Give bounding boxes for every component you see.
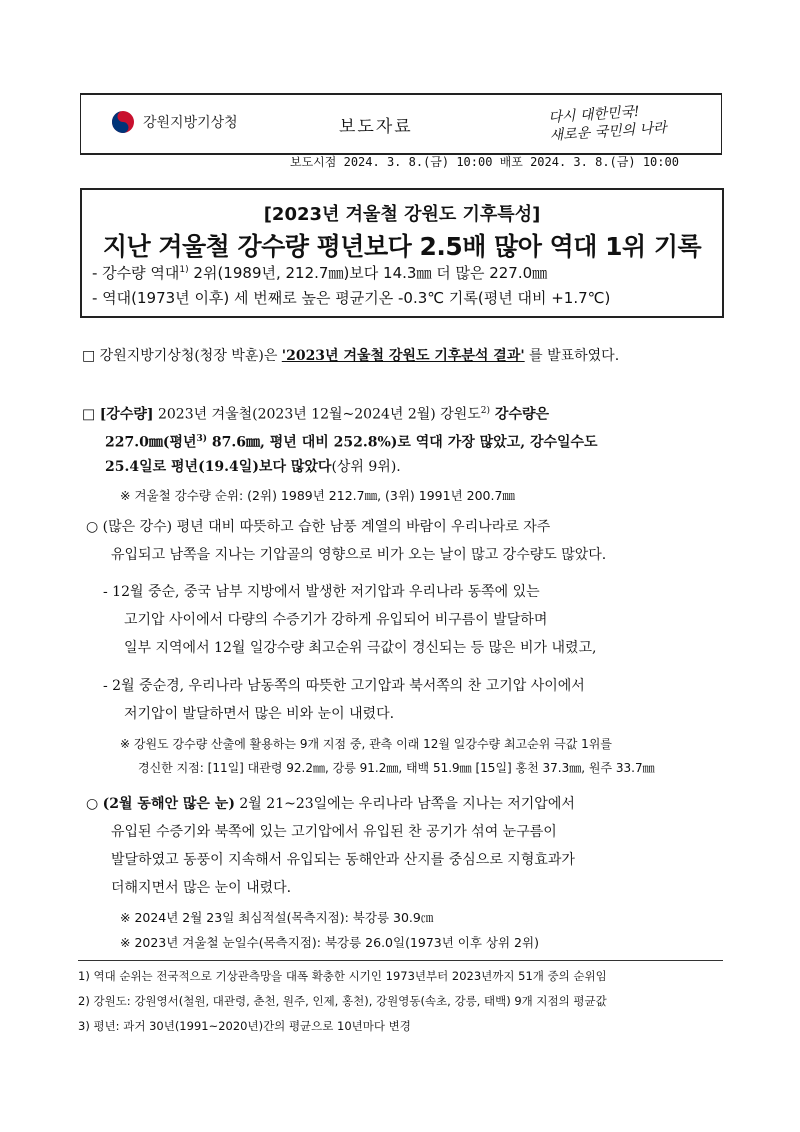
key-point-1-b: 2위(1989년, 212.7㎜)보다 14.3㎜ 더 많은 227.0㎜ (188, 264, 548, 282)
org-name: 강원지방기상청 (143, 115, 238, 131)
dash-february-line1: - 2월 중순경, 우리나라 남동쪽의 따뜻한 고기압과 북서쪽의 찬 고기압 사이에서 (103, 678, 585, 694)
o2-heading: (2월 동해안 많은 눈) (102, 796, 235, 812)
footnote-2: 2) 강원도: 강원영서(철원, 대관령, 춘천, 원주, 인제, 홍천), 강원영동(속초, 강릉, 태백) 9개 지점의 평균값 (78, 994, 607, 1008)
paragraph-precip-line2 (105, 425, 598, 457)
p2-l1-c: 2023년 겨울철(2023년 12월~2024년 2월) 강원도 (153, 406, 481, 423)
slogan-line1: 다시 대한민국! (547, 103, 641, 127)
key-point-1-a: - 강수량 역대 (92, 264, 180, 282)
p1-c: 를 발표하였다. (524, 348, 620, 364)
paragraph-precip-line1 (82, 397, 549, 429)
dash-december-line3: 일부 지역에서 12월 일강수량 최고순위 극값이 경신되는 등 많은 비가 내렸고, (124, 640, 597, 656)
key-point-1 (92, 262, 547, 283)
main-title: 지난 겨울철 강수량 평년보다 2.5배 많아 역대 1위 기록 (102, 232, 702, 261)
note-precip-rank: ※ 겨울철 강수량 순위: (2위) 1989년 212.7㎜, (3위) 1991년 200.7㎜ (120, 488, 515, 503)
paragraph-announcement (82, 342, 619, 370)
p1-report-title: '2023년 겨울철 강원도 기후분석 결과' (281, 348, 525, 364)
p2-l2-a: 227.0㎜(평년 (105, 434, 197, 451)
key-point-2: - 역대(1973년 이후) 세 번째로 높은 평균기온 -0.3℃ 기록(평년 대비 +1.7℃) (92, 289, 611, 307)
slogan-line2: 새로운 국민의 나라 (549, 119, 668, 145)
bullet-east-coast-snow-line1 (86, 790, 575, 818)
p2-box: □ (82, 406, 100, 423)
p2-l3-tail: (상위 9위). (331, 459, 401, 475)
note-record-line1: ※ 강원도 강수량 산출에 활용하는 9개 지점 중, 관측 이래 12월 일강수량 최고순위 극값 1위를 (120, 737, 612, 751)
bullet-east-coast-snow-line3: 발달하였고 동풍이 지속해서 유입되는 동해안과 산지를 중심으로 지형효과가 (111, 852, 575, 868)
note-snow-depth: ※ 2024년 2월 23일 최심적설(목측지점): 북강릉 30.9㎝ (120, 910, 434, 925)
dash-december-line2: 고기압 사이에서 다량의 수증기가 강하게 유입되어 비구름이 발달하며 (124, 612, 548, 628)
press-release-label: 보도자료 (339, 117, 413, 137)
p2-heading: [강수량] (99, 406, 154, 423)
o2-l1-c: 2월 21~23일에는 우리나라 남쪽을 지나는 저기압에서 (234, 796, 575, 812)
subtitle: [2023년 겨울철 강원도 기후특성] (263, 204, 541, 225)
release-time: 보도시점 2024. 3. 8.(금) 10:00 배포 2024. 3. 8.(금) 10:00 (290, 155, 679, 169)
p1-a: □ 강원지방기상청(청장 박훈)은 (82, 348, 282, 364)
footnote-ref-1: 1) (179, 265, 189, 275)
header-box (80, 93, 722, 155)
dash-february-line2: 저기압이 발달하면서 많은 비와 눈이 내렸다. (124, 706, 395, 722)
title-box (80, 188, 724, 318)
footnote-3: 3) 평년: 과거 30년(1991~2020년)간의 평균으로 10년마다 변경 (78, 1019, 411, 1033)
bullet-east-coast-snow-line4: 더해지면서 많은 눈이 내렸다. (111, 880, 292, 896)
o2-marker: ○ (86, 796, 103, 812)
footnote-divider (78, 960, 723, 961)
bullet-east-coast-snow-line2: 유입된 수증기와 북쪽에 있는 고기압에서 유입된 찬 공기가 섞여 눈구름이 (111, 824, 557, 840)
org-logo (111, 110, 238, 134)
paragraph-precip-line3 (105, 453, 401, 481)
taegeuk-logo-icon (111, 110, 135, 134)
dash-december-line1: - 12월 중순, 중국 남부 지방에서 발생한 저기압과 우리나라 동쪽에 있는 (103, 584, 540, 600)
footnote-1: 1) 역대 순위는 전국적으로 기상관측망을 대폭 확충한 시기인 1973년부터 2023년까지 51개 중의 순위임 (78, 969, 607, 983)
footnote-ref-3: 3) (196, 434, 208, 444)
bullet-heavy-rain-line2: 유입되고 남쪽을 지나는 기압골의 영향으로 비가 오는 날이 많고 강수량도 많았다. (111, 547, 607, 563)
p2-l3: 25.4일로 평년(19.4일)보다 많았다 (105, 459, 332, 475)
bullet-heavy-rain-line1: ○ (많은 강수) 평년 대비 따뜻하고 습한 남풍 계열의 바람이 우리나라로 자주 (86, 519, 551, 535)
p2-l2-b: 87.6㎜, 평년 대비 252.8%)로 역대 가장 많았고, 강수일수도 (207, 434, 598, 451)
slogan (548, 101, 667, 145)
note-record-line2: 경신한 지점: [11일] 대관령 92.2㎜, 강릉 91.2㎜, 태백 51.9㎜ [15일] 홍천 37.3㎜, 원주 33.7㎜ (138, 761, 655, 775)
footnote-ref-2: 2) (480, 406, 491, 416)
note-snow-days: ※ 2023년 겨울철 눈일수(목측지점): 북강릉 26.0일(1973년 이후 상위 2위) (120, 935, 539, 950)
p2-l1-d: 강수량은 (490, 406, 550, 423)
